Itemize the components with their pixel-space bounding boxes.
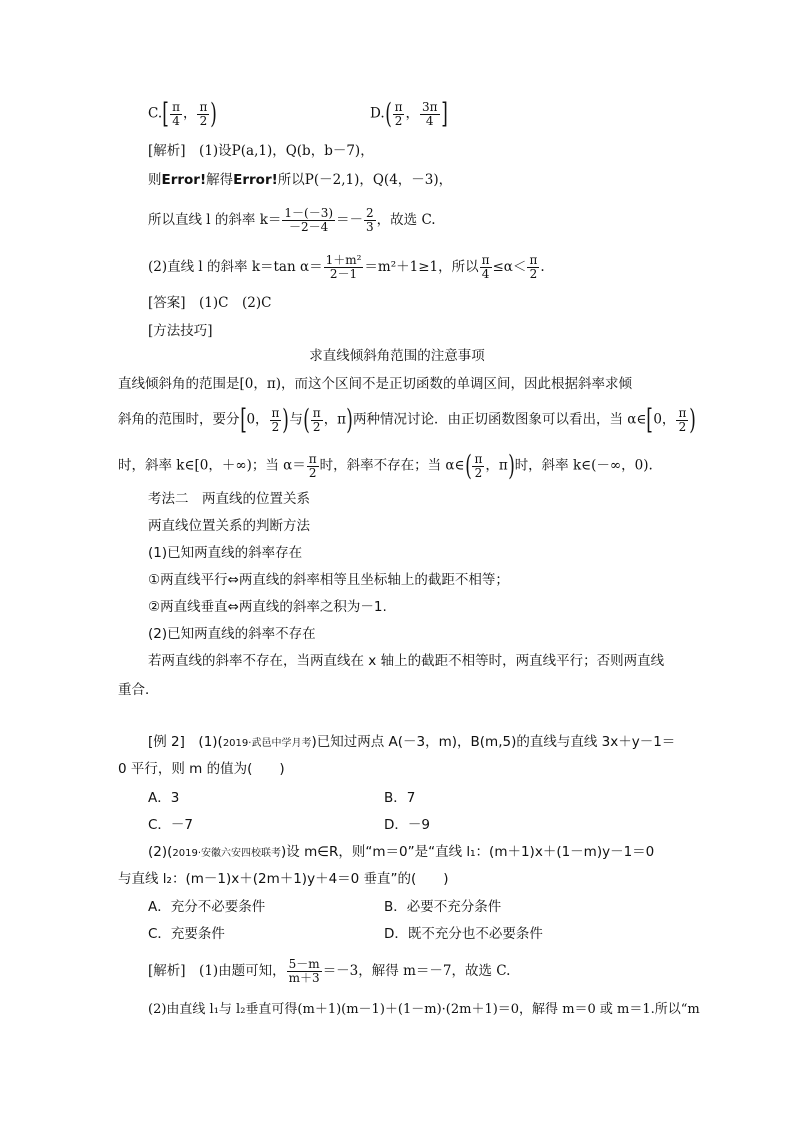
fraction: $\frac{2}{3}$ bbox=[366, 206, 374, 234]
fraction: $\frac{\pi}{4}$ bbox=[172, 99, 180, 128]
fraction: $\frac{1-(-3)}{-2-4}$ bbox=[284, 206, 334, 234]
fraction: $\frac{3\pi}{4}$ bbox=[421, 99, 438, 128]
choice-2b: B．必要不充分条件 bbox=[384, 899, 502, 915]
fraction: $\frac{\pi}{2}$ bbox=[199, 99, 208, 128]
answer-line: [答案] (1)C (2)C bbox=[148, 295, 272, 311]
paren-right: ) bbox=[210, 97, 218, 130]
solution-1-line-2: 则Error!解得Error!所以P(－2,1)，Q(4，－3)， bbox=[148, 172, 453, 188]
option-c: C.[ $\frac{\pi}{4}$ ， $\frac{\pi}{2}$ ) bbox=[148, 97, 218, 130]
choice-2c: C．充要条件 bbox=[148, 926, 225, 942]
example-2-line-1: [例 2] (1)(2019·武邑中学月考)已知过两点 A(－3，m)，B(m,5)的直线与直线 3x＋y－1＝ bbox=[148, 734, 676, 750]
solution-2-line-2: (2)由直线 l₁与 l₂垂直可得(m＋1)(m－1)＋(1－m)·(2m＋1)＝0，解得 m＝0 或 m＝1.所以“m bbox=[148, 1002, 700, 1017]
fraction: $\frac{\pi}{2}$ bbox=[308, 451, 317, 480]
solution-1-line-4: (2)直线 l 的斜率 k＝tan α＝ $\frac{\text{1＋m²}}{2-1}$ ＝m²＋1≥1，所以 $\frac{\pi}{4}$ ≤α＜ $\frac{\pi}{2}$ . bbox=[148, 253, 545, 281]
option-d: D.( $\frac{\pi}{2}$ ， $\frac{3\pi}{4}$ ] bbox=[370, 97, 448, 130]
choice-c: C．－7 bbox=[148, 817, 194, 833]
solution-1-line-3: 所以直线 l 的斜率 k＝ $\frac{1-(-3)}{-2-4}$ ＝－ $\frac{2}{3}$ ，故选 C. bbox=[148, 206, 436, 234]
fraction: $\frac{\pi}{2}$ bbox=[312, 405, 321, 434]
tips-line-2: 斜角的范围时，要分[0， $\frac{\pi}{2}$ )与( $\frac{\pi}{2}$ ，π)两种情况讨论．由正切函数图象可以看出，当 α∈[0， $\frac{\pi}{2}$ ) bbox=[118, 403, 697, 436]
fraction: $\frac{\pi}{2}$ bbox=[529, 253, 538, 281]
paren-left: ( bbox=[384, 97, 392, 130]
example-2-line-2: 0 平行，则 m 的值为( ) bbox=[118, 761, 285, 777]
bracket-right: ] bbox=[440, 97, 448, 130]
choice-b: B．7 bbox=[384, 790, 416, 806]
case-1: (1)已知两直线的斜率存在 bbox=[148, 545, 303, 561]
source-note: 2019·安徽六安四校联考 bbox=[172, 848, 282, 859]
fraction: $\frac{5-m}{m+3}$ bbox=[288, 957, 320, 985]
case-2a: 若两直线的斜率不存在，当两直线在 x 轴上的截距不相等时，两直线平行；否则两直线 bbox=[148, 653, 665, 669]
choice-a: A．3 bbox=[148, 790, 180, 806]
choice-2a: A．充分不必要条件 bbox=[148, 899, 266, 915]
fraction: $\frac{\pi}{4}$ bbox=[481, 253, 490, 281]
solution-1-line-1: [解析] (1)设P(a,1)，Q(b，b－7)， bbox=[148, 143, 374, 159]
tips-line-3: 时，斜率 k∈[0，＋∞)；当 α＝ $\frac{\pi}{2}$ 时，斜率不存在；当 α∈( $\frac{\pi}{2}$ ，π)时，斜率 k∈(－∞，0). bbox=[118, 449, 653, 482]
tips-title: 求直线倾斜角范围的注意事项 bbox=[309, 348, 485, 364]
question-2-line-1: (2)(2019·安徽六安四校联考)设 m∈R，则“m＝0”是“直线 l₁：(m＋1)x＋(1－m)y－1＝0 bbox=[148, 844, 655, 860]
fraction: $\frac{\text{1＋m²}}{2-1}$ bbox=[325, 253, 362, 281]
case-1a: ①两直线平行⇔两直线的斜率相等且坐标轴上的截距不相等； bbox=[148, 572, 509, 588]
tips-tag: [方法技巧] bbox=[148, 323, 213, 339]
solution-2-line-1: [解析] (1)由题可知， $\frac{5-m}{m+3}$ ＝－3，解得 m＝－7，故选 C. bbox=[148, 957, 511, 985]
error-text: Error! bbox=[161, 172, 207, 188]
choice-2d: D．既不充分也不必要条件 bbox=[384, 926, 543, 942]
source-note: 2019·武邑中学月考 bbox=[222, 738, 312, 749]
bracket-left: [ bbox=[162, 97, 169, 130]
section-2-title: 考法二 两直线的位置关系 bbox=[148, 491, 310, 507]
question-2-line-2: 与直线 l₂：(m－1)x＋(2m＋1)y＋4＝0 垂直”的( ) bbox=[118, 871, 449, 887]
fraction: $\frac{\pi}{2}$ bbox=[394, 99, 403, 128]
tips-line-1: 直线倾斜角的范围是[0，π)，而这个区间不是正切函数的单调区间，因此根据斜率求倾 bbox=[118, 376, 632, 392]
case-1b: ②两直线垂直⇔两直线的斜率之积为－1. bbox=[148, 599, 387, 615]
case-2: (2)已知两直线的斜率不存在 bbox=[148, 626, 316, 642]
fraction: $\frac{\pi}{2}$ bbox=[474, 451, 483, 480]
error-text: Error! bbox=[233, 172, 278, 188]
method-title: 两直线位置关系的判断方法 bbox=[148, 518, 310, 534]
case-2b: 重合． bbox=[118, 682, 159, 698]
fraction: $\frac{\pi}{2}$ bbox=[678, 405, 687, 434]
choice-d: D．－9 bbox=[384, 817, 430, 833]
fraction: $\frac{\pi}{2}$ bbox=[271, 405, 280, 434]
